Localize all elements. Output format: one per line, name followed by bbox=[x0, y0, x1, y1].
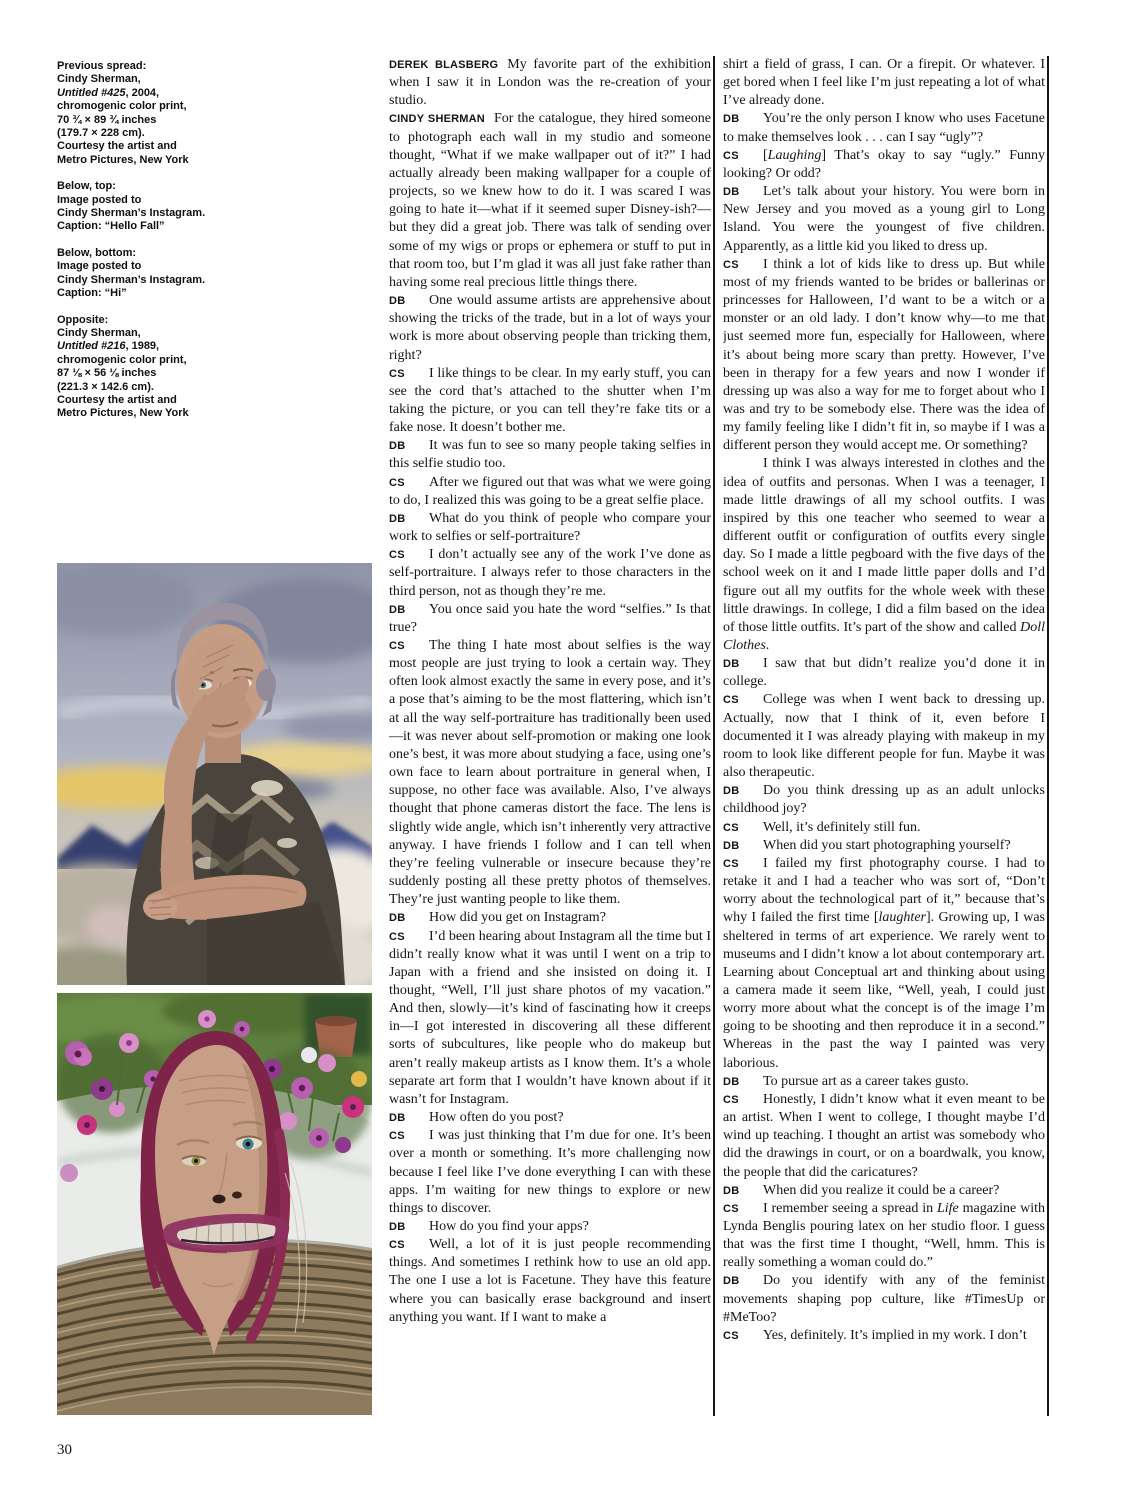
interview-paragraph bbox=[389, 909, 711, 927]
interview-paragraph bbox=[389, 56, 711, 110]
interview-paragraph bbox=[389, 1127, 711, 1218]
speaker-label: DB bbox=[723, 1275, 740, 1288]
speaker-label: DB bbox=[389, 1112, 406, 1125]
caption-line bbox=[57, 381, 227, 394]
interview-paragraph bbox=[723, 655, 1045, 691]
text-run: How often do you post? bbox=[429, 1110, 564, 1126]
interview-paragraph bbox=[723, 110, 1045, 146]
text-run: I was just thinking that I’m due for one. It’s been over a month or something. It’s more challenging now because I feel like I’ve done everything I can with these apps. I’m waiting for new things to explore or new things to discover. bbox=[389, 1128, 711, 1216]
text-run: chromogenic color print, bbox=[57, 100, 187, 113]
speaker-label: DB bbox=[723, 785, 740, 798]
caption-line bbox=[57, 207, 227, 220]
caption-line bbox=[57, 220, 227, 233]
italic-text: laughter bbox=[878, 910, 926, 926]
interview-paragraph bbox=[723, 1200, 1045, 1273]
interview-column-1 bbox=[389, 56, 711, 1418]
page-number: 30 bbox=[57, 1442, 72, 1458]
photo-hello-fall-art bbox=[57, 563, 372, 985]
caption-line bbox=[57, 180, 227, 193]
text-run: Courtesy the artist and bbox=[57, 140, 177, 153]
interview-paragraph bbox=[723, 256, 1045, 456]
text-run: You once said you hate the word “selfies.” Is that true? bbox=[389, 601, 711, 635]
caption-column bbox=[57, 60, 227, 434]
caption-line bbox=[57, 100, 227, 113]
text-run: Previous spread: bbox=[57, 60, 147, 72]
text-run: Cindy Sherman’s Instagram. bbox=[57, 273, 206, 286]
text-run: Below, bottom: bbox=[57, 246, 137, 259]
speaker-label: CS bbox=[723, 1093, 739, 1106]
interview-paragraph bbox=[723, 56, 1045, 110]
text-run: Cindy Sherman, bbox=[57, 326, 141, 339]
caption-line bbox=[57, 73, 227, 86]
interview-paragraph bbox=[389, 510, 711, 546]
text-run: After we figured out that was what we were going to do, I realized this was going to be a great selfie place. bbox=[389, 474, 711, 508]
text-run: One would assume artists are apprehensive about showing the tricks of the trade, but in a lot of ways your work is more about observing people than tricking them, right? bbox=[389, 293, 711, 363]
speaker-label: DB bbox=[389, 295, 406, 308]
interview-paragraph bbox=[389, 546, 711, 600]
text-run: You’re the only person I know who uses Facetune to make themselves look . . . can I say “ugly”? bbox=[723, 111, 1045, 145]
text-run: I think I was always interested in clothes and the idea of outfits and personas. When I was a teenager, I made little drawings of all my school outfits. I was inspired by this one teacher who seemed to wear a different outfit or configuration of outfits every single day. So I made a little pegboard with the five days of the school week on it and I made little paper dolls and I’d figure out all my outfits for the whole week with these little drawings. In college, I did a film based on the idea of those little outfits. It’s part of the show and called bbox=[723, 456, 1045, 635]
caption-block bbox=[57, 314, 227, 421]
caption-line bbox=[57, 194, 227, 207]
italic-text: Laughing bbox=[767, 147, 822, 163]
interview-paragraph bbox=[723, 147, 1045, 183]
text-run: chromogenic color print, bbox=[57, 353, 187, 366]
speaker-label: DB bbox=[723, 186, 740, 199]
speaker-label: DB bbox=[389, 512, 406, 525]
interview-paragraph bbox=[389, 1109, 711, 1127]
caption-line bbox=[57, 354, 227, 367]
speaker-label: CS bbox=[389, 1130, 405, 1143]
interview-paragraph bbox=[723, 819, 1045, 837]
text-run: ] That’s okay to say “ugly.” Funny looking? Or odd? bbox=[723, 147, 1045, 181]
photo-hi bbox=[57, 993, 372, 1415]
text-run: I’d been hearing about Instagram all the time but I didn’t really know what it was until I went on a trip to Japan with a friend and she insisted on doing it. I thought, “Well, I’ll just share photos of my vacation.” And then, slowly—it’s kind of fascinating how it creeps in—I got interested in discovering all these different sorts of subcultures, like people who do makeup but aren’t really makeup artists as I know them. It’s a whole separate art form that I wouldn’t have known about if it wasn’t for Instagram. bbox=[389, 928, 711, 1107]
text-run: Let’s talk about your history. You were born in New Jersey and you moved as a young girl to Long Island. You were the youngest of five children. Apparently, as a little kid you liked to dress up. bbox=[723, 184, 1045, 254]
speaker-label: CS bbox=[389, 367, 405, 380]
text-run: The thing I hate most about selfies is the way most people are just trying to look a certain way. They often look almost exactly the same in every pose, and it’s a pose that’s aiming to be the most flattering, which isn’t at all the way self-portraiture has traditionally been used—it was never about self-promotion or making one look one’s best, it was more about studying a face, using one’s own face to learn about portraiture in general when, I suppose, no other face was available. Also, I’ve always thought that phone cameras distort the face. The lens is slightly wide angle, which isn’t inherently very attractive anyway. I have friends I follow and I can tell when they’re feeling vulnerable or insecure because they’re suddenly posting all these pretty photos of themselves. They’re just wanting people to like them. bbox=[389, 638, 711, 908]
text-run: I failed my first photography course. I had to retake it and I had a teacher who was sort of, “Don’t worry about the technological part of it,” because that’s why I failed the first time [ bbox=[723, 855, 1045, 926]
speaker-label: CS bbox=[389, 476, 405, 489]
text-run: Below, top: bbox=[57, 180, 116, 193]
italic-text: Doll Clothes bbox=[723, 619, 1045, 653]
text-run: My favorite part of the exhibition when I saw it in London was the re-creation of your studio. bbox=[389, 57, 711, 109]
text-run: , 2004, bbox=[125, 86, 160, 99]
text-run: How do you find your apps? bbox=[429, 1219, 589, 1234]
caption-line bbox=[57, 367, 227, 380]
interview-paragraph bbox=[723, 855, 1045, 1073]
text-run: Caption: “Hello Fall” bbox=[57, 220, 165, 233]
text-run: , 1989, bbox=[125, 340, 160, 353]
caption-line bbox=[57, 247, 227, 260]
speaker-label: DB bbox=[723, 839, 740, 852]
interview-paragraph bbox=[389, 928, 711, 1110]
interview-paragraph bbox=[389, 601, 711, 637]
caption-line bbox=[57, 314, 227, 327]
column-divider-left bbox=[713, 56, 715, 1416]
text-run: (221.3 × 142.6 cm). bbox=[57, 380, 154, 393]
text-run: 87 ⅛ × 56 ⅛ inches bbox=[57, 367, 157, 380]
caption-line bbox=[57, 407, 227, 420]
text-run: I saw that but didn’t realize you’d done it in college. bbox=[723, 656, 1045, 690]
interview-paragraph bbox=[389, 365, 711, 438]
text-run: (179.7 × 228 cm). bbox=[57, 127, 145, 140]
caption-block bbox=[57, 180, 227, 234]
speaker-label: CS bbox=[723, 1329, 739, 1342]
interview-paragraph bbox=[723, 183, 1045, 256]
photo-hello-fall bbox=[57, 563, 372, 985]
text-run: Cindy Sherman’s Instagram. bbox=[57, 207, 206, 220]
speaker-label: DB bbox=[723, 1184, 740, 1197]
caption-block bbox=[57, 247, 227, 301]
interview-paragraph bbox=[389, 637, 711, 909]
text-run: . bbox=[765, 638, 770, 653]
interview-paragraph bbox=[723, 1272, 1045, 1326]
caption-line bbox=[57, 260, 227, 273]
text-run: Image posted to bbox=[57, 260, 142, 273]
text-run: Cindy Sherman, bbox=[57, 73, 141, 86]
text-run: Metro Pictures, New York bbox=[57, 153, 189, 166]
text-run: How did you get on Instagram? bbox=[429, 910, 606, 926]
text-run: [ bbox=[763, 147, 768, 163]
speaker-label: CS bbox=[389, 549, 405, 562]
column-divider-right bbox=[1047, 56, 1049, 1416]
text-run: shirt a field of grass, I can. Or a firepit. Or whatever. I get bored when I feel like I’m just repeating a lot of what I’ve already done. bbox=[723, 57, 1045, 109]
text-run: I like things to be clear. In my early stuff, you can see the cord that’s attached to the shutter when I’m taking the picture, or you can tell they’re fake tits or a fake nose. It doesn’t bother me. bbox=[389, 365, 711, 436]
interview-paragraph bbox=[389, 110, 711, 292]
interview-paragraph bbox=[389, 437, 711, 473]
interview-paragraph bbox=[723, 455, 1045, 655]
speaker-label: CS bbox=[723, 821, 739, 834]
interview-paragraph bbox=[723, 691, 1045, 782]
text-run: 70 ¾ × 89 ¾ inches bbox=[57, 113, 157, 126]
interview-paragraph bbox=[389, 1236, 711, 1327]
text-run: To pursue art as a career takes gusto. bbox=[763, 1073, 969, 1089]
text-run: It was fun to see so many people taking selfies in this selfie studio too. bbox=[389, 438, 711, 472]
caption-line bbox=[57, 154, 227, 167]
speaker-label: CINDY SHERMAN bbox=[389, 113, 485, 126]
caption-line bbox=[57, 274, 227, 287]
italic-text: Untitled #425 bbox=[57, 86, 126, 99]
speaker-label: CS bbox=[389, 930, 405, 943]
speaker-label: DB bbox=[389, 440, 406, 453]
text-run: Metro Pictures, New York bbox=[57, 407, 189, 420]
caption-block bbox=[57, 60, 227, 167]
interview-paragraph bbox=[723, 1327, 1045, 1345]
interview-paragraph bbox=[389, 474, 711, 510]
text-run: Do you identify with any of the feminist movements shaping pop culture, like #TimesUp or #MeToo? bbox=[723, 1273, 1045, 1325]
caption-line bbox=[57, 140, 227, 153]
speaker-label: DB bbox=[723, 658, 740, 671]
interview-paragraph bbox=[723, 1182, 1045, 1200]
text-run: For the catalogue, they hired someone to photograph each wall in my studio and someone thought, “What if we make wallpaper out of it?” I had actually already been making wallpaper for a couple of projects, so we knew how to do it. I was scared I was going to hate it—what if it seemed super Disney-ish?—but they did a great job. There was talk of sending over some of my wigs or props or ephemera or stuff to put in that room too, but I’m glad it was all just fake rather than having some real precious little things there. bbox=[389, 111, 711, 290]
text-run: Image posted to bbox=[57, 193, 142, 206]
speaker-label: CS bbox=[389, 640, 405, 652]
text-run: magazine with Lynda Benglis pouring latex on her studio floor. I guess that was the first time I thought, “Well, hmm. This is really something a woman could do.” bbox=[723, 1200, 1045, 1271]
caption-line bbox=[57, 127, 227, 140]
text-run: When did you start photographing yourself? bbox=[763, 837, 1011, 853]
text-run: I remember seeing a spread in bbox=[763, 1200, 937, 1216]
interview-paragraph bbox=[723, 1073, 1045, 1091]
caption-line bbox=[57, 327, 227, 340]
text-run: I think a lot of kids like to dress up. But while most of my friends wanted to be brides or ballerinas or princesses for Halloween, I’d want to be a witch or a monster or an old lady. I don’t know why—to me that just seemed more fun, especially for Halloween, where it’s about being more scary than pretty. However, I’ve been in therapy for a few years and now I wonder if dressing up was also a way for me to forget about who I was and try to be somebody else. There was the idea of my family feeling like I didn’t fit in, so maybe if I was a different person they would accept me. Or something? bbox=[723, 256, 1045, 454]
text-run: Honestly, I didn’t know what it even meant to be an artist. When I went to college, I thought maybe I’d wind up teaching. I thought an artist was somebody who did the drawings in court, or on a boardwalk, you know, the people that did the caricatures? bbox=[723, 1091, 1045, 1180]
interview-paragraph bbox=[389, 292, 711, 365]
text-run: Well, a lot of it is just people recommending things. And sometimes I rethink how to use an old app. The one I use a lot is Facetune. They have this feature where you can basically erase background and insert anything you want. If I want to make a bbox=[389, 1237, 711, 1325]
speaker-label: CS bbox=[723, 149, 739, 162]
text-run: Opposite: bbox=[57, 313, 109, 326]
speaker-label: CS bbox=[723, 1202, 739, 1215]
speaker-label: DEREK BLASBERG bbox=[389, 59, 499, 71]
interview-paragraph bbox=[389, 1218, 711, 1236]
speaker-label: CS bbox=[723, 258, 739, 271]
caption-line bbox=[57, 87, 227, 100]
text-run: Yes, definitely. It’s implied in my work. I don’t bbox=[763, 1327, 1027, 1343]
photo-hi-art bbox=[57, 993, 372, 1415]
text-run: Do you think dressing up as an adult unlocks childhood joy? bbox=[723, 783, 1045, 817]
interview-column-2 bbox=[723, 56, 1045, 1418]
caption-line bbox=[57, 287, 227, 300]
text-run: ]. Growing up, I was sheltered in terms of art experience. We rarely went to museums and I didn’t know a lot about contemporary art. Learning about Conceptual art and thinking about using a camera made it seem like, “Well, yeah, I could just worry more about what the concept is of the image I’m going to be shooting and then reproduce it in a second.” Whereas in the past the way I painted was very laborious. bbox=[723, 910, 1045, 1071]
text-run: Courtesy the artist and bbox=[57, 393, 177, 406]
caption-line bbox=[57, 114, 227, 127]
text-run: What do you think of people who compare your work to selfies or self-portraiture? bbox=[389, 510, 711, 545]
interview-paragraph bbox=[723, 1091, 1045, 1182]
text-run: When did you realize it could be a career? bbox=[763, 1182, 1000, 1198]
speaker-label: DB bbox=[389, 912, 406, 925]
caption-line bbox=[57, 60, 227, 73]
interview-paragraph bbox=[723, 837, 1045, 855]
text-run: Well, it’s definitely still fun. bbox=[763, 819, 921, 835]
speaker-label: DB bbox=[389, 603, 406, 616]
caption-line bbox=[57, 394, 227, 407]
italic-text: Life bbox=[936, 1200, 959, 1216]
caption-line bbox=[57, 340, 227, 353]
speaker-label: DB bbox=[389, 1221, 406, 1233]
speaker-label: CS bbox=[723, 857, 739, 870]
text-run: College was when I went back to dressing up. Actually, now that I think of it, even before I documented it I was already playing with makeup in my room to look like different people for fun. Maybe it was also therapeutic. bbox=[723, 692, 1045, 781]
speaker-label: CS bbox=[723, 694, 739, 707]
speaker-label: DB bbox=[723, 1075, 740, 1088]
speaker-label: DB bbox=[723, 113, 740, 126]
speaker-label: CS bbox=[389, 1239, 405, 1252]
italic-text: Untitled #216 bbox=[57, 340, 126, 353]
text-run: Caption: “Hi” bbox=[57, 287, 127, 300]
interview-paragraph bbox=[723, 782, 1045, 818]
text-run: I don’t actually see any of the work I’ve done as self-portraiture. I always refer to those characters in the third person, not as though they’re me. bbox=[389, 547, 711, 599]
